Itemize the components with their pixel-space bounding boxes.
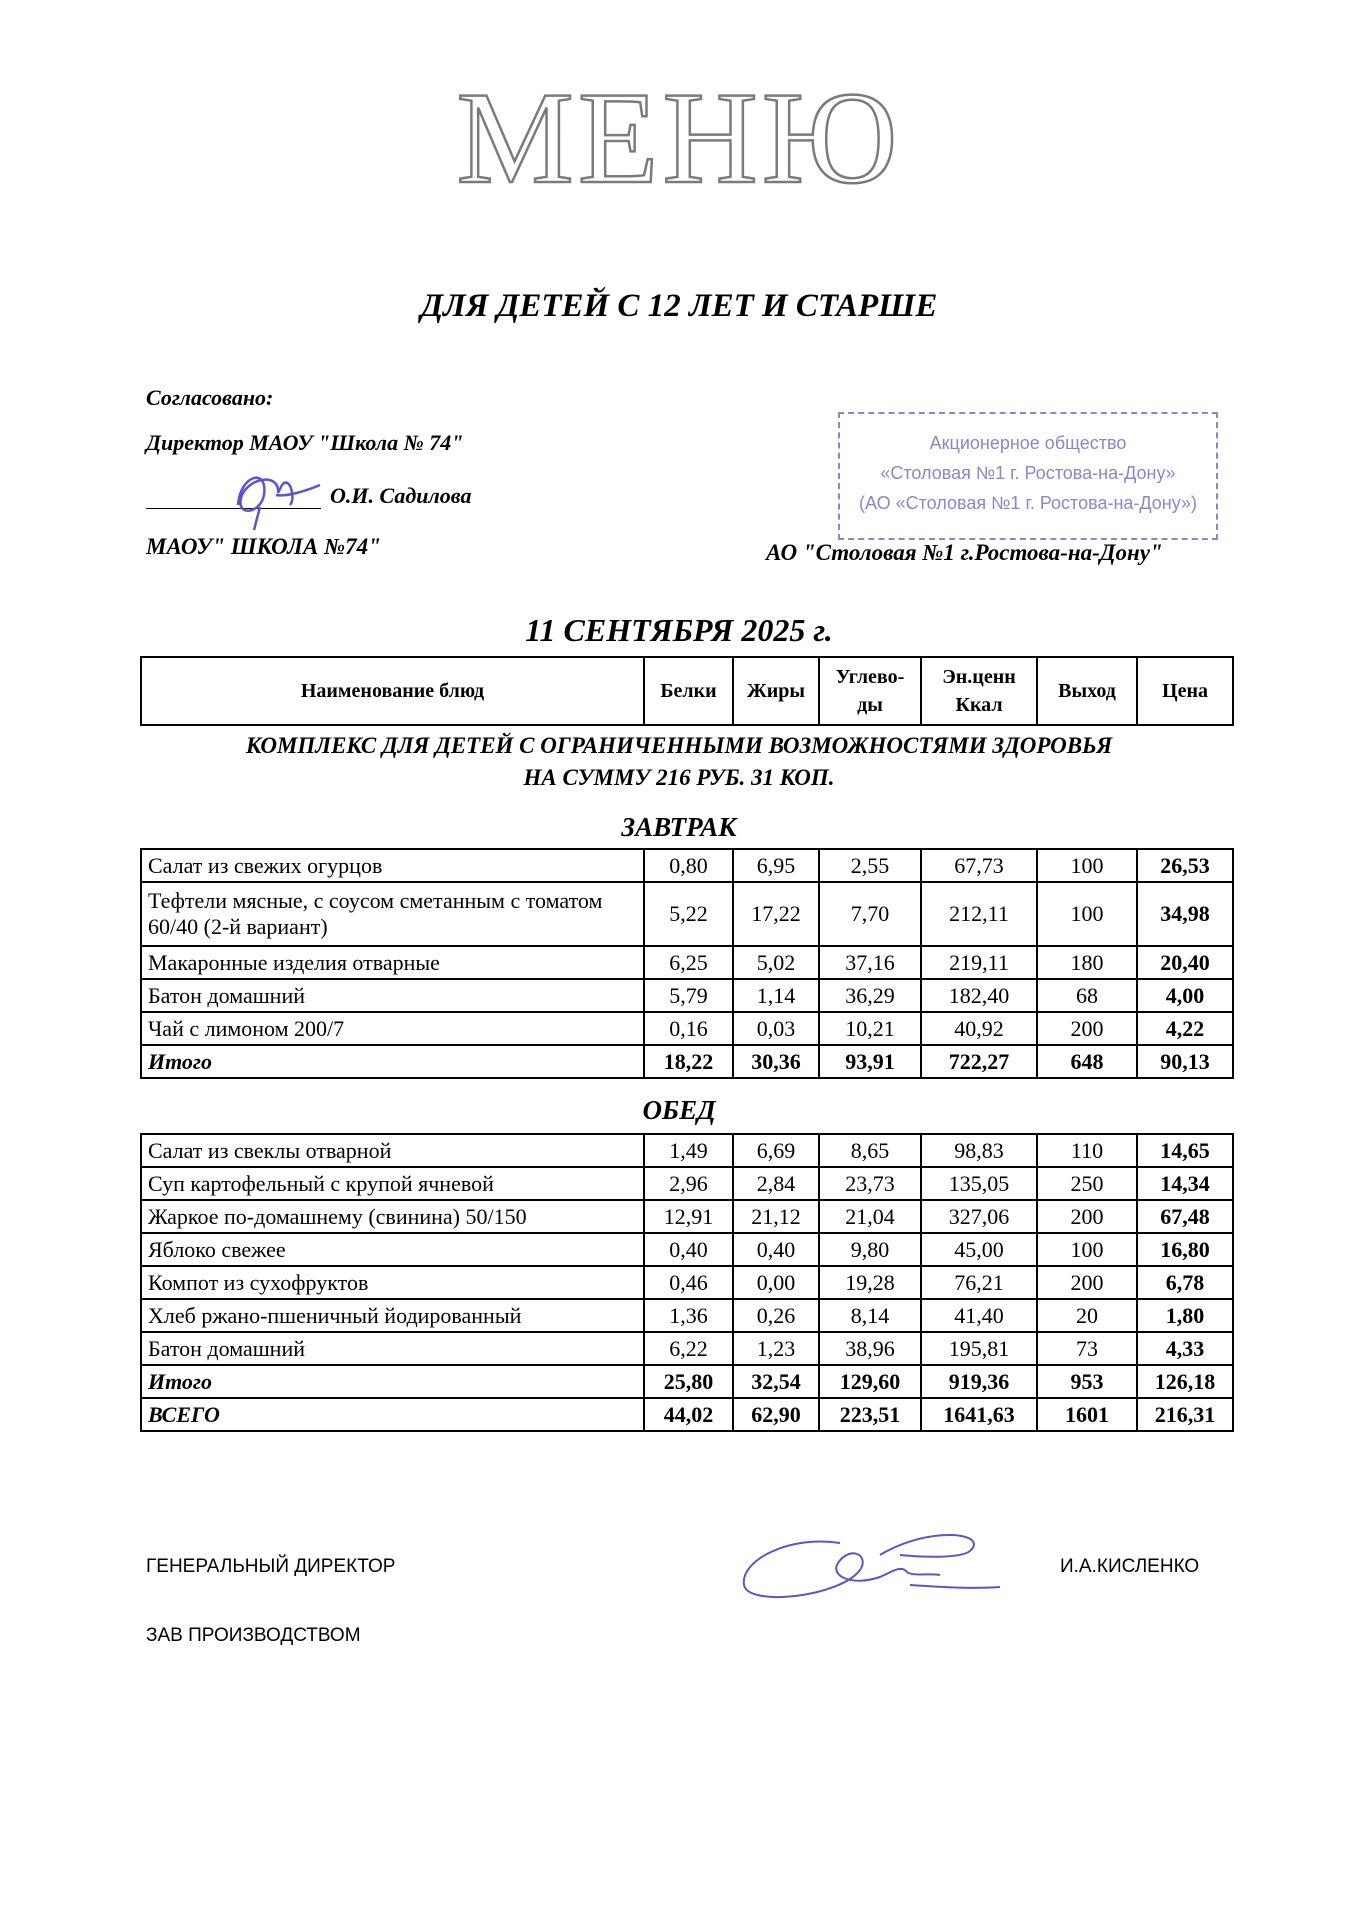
col-name: Наименование блюд xyxy=(141,657,644,725)
cell-name: Хлеб ржано-пшеничный йодированный xyxy=(141,1299,644,1332)
table-row xyxy=(141,946,1233,979)
stamp-line-2: «Столовая №1 г. Ростова-на-Дону» xyxy=(880,463,1176,483)
cell-yield: 1601 xyxy=(1037,1398,1137,1431)
menu-date: 11 СЕНТЯБРЯ 2025 г. xyxy=(525,612,833,648)
cell-fat: 62,90 xyxy=(733,1398,819,1431)
cell-price: 26,53 xyxy=(1137,849,1233,882)
cell-name: Итого xyxy=(141,1365,644,1398)
col-protein: Белки xyxy=(644,657,733,725)
cell-carbs: 8,65 xyxy=(819,1134,921,1167)
cell-name: Жаркое по-домашнему (свинина) 50/150 xyxy=(141,1200,644,1233)
cell-protein: 0,46 xyxy=(644,1266,733,1299)
general-director-label: ГЕНЕРАЛЬНЫЙ ДИРЕКТОР xyxy=(146,1556,396,1577)
cell-yield: 100 xyxy=(1037,882,1137,946)
total-row xyxy=(141,1045,1233,1078)
complex-line-2: НА СУММУ 216 РУБ. 31 КОП. xyxy=(523,765,835,790)
company-stamp xyxy=(838,412,1218,540)
table-row xyxy=(141,1266,1233,1299)
stamp-line-1: Акционерное общество xyxy=(929,433,1127,453)
cell-energy: 182,40 xyxy=(921,979,1037,1012)
cell-price: 14,65 xyxy=(1137,1134,1233,1167)
cell-carbs: 129,60 xyxy=(819,1365,921,1398)
cell-name: Салат из свеклы отварной xyxy=(141,1134,644,1167)
cell-yield: 73 xyxy=(1037,1332,1137,1365)
cell-carbs: 19,28 xyxy=(819,1266,921,1299)
col-energy: Эн.ценн Ккал xyxy=(921,657,1037,725)
cell-price: 1,80 xyxy=(1137,1299,1233,1332)
complex-caption xyxy=(0,730,1358,794)
cell-fat: 1,23 xyxy=(733,1332,819,1365)
cell-name: Макаронные изделия отварные xyxy=(141,946,644,979)
cell-price: 16,80 xyxy=(1137,1233,1233,1266)
table-row xyxy=(141,1012,1233,1045)
cell-fat: 0,26 xyxy=(733,1299,819,1332)
cell-price: 6,78 xyxy=(1137,1266,1233,1299)
cell-fat: 32,54 xyxy=(733,1365,819,1398)
total-row xyxy=(141,1365,1233,1398)
cell-yield: 100 xyxy=(1037,1233,1137,1266)
cell-energy: 40,92 xyxy=(921,1012,1037,1045)
cell-yield: 200 xyxy=(1037,1266,1137,1299)
cell-price: 4,00 xyxy=(1137,979,1233,1012)
page-title: МЕНЮ xyxy=(456,64,902,211)
cell-name: Тефтели мясные, с соусом сметанным с томатом 60/40 (2-й вариант) xyxy=(141,882,644,946)
cell-price: 4,22 xyxy=(1137,1012,1233,1045)
director-signature-icon xyxy=(220,455,330,535)
cell-price: 14,34 xyxy=(1137,1167,1233,1200)
cell-protein: 1,36 xyxy=(644,1299,733,1332)
cell-carbs: 10,21 xyxy=(819,1012,921,1045)
cell-name: Салат из свежих огурцов xyxy=(141,849,644,882)
breakfast-title: ЗАВТРАК xyxy=(621,812,737,842)
school-name: МАОУ" ШКОЛА №74" xyxy=(146,534,381,559)
cell-carbs: 93,91 xyxy=(819,1045,921,1078)
operator-name: АО "Столовая №1 г.Ростова-на-Дону" xyxy=(766,540,1163,565)
cell-name: Итого xyxy=(141,1045,644,1078)
cell-protein: 1,49 xyxy=(644,1134,733,1167)
cell-carbs: 23,73 xyxy=(819,1167,921,1200)
cell-energy: 45,00 xyxy=(921,1233,1037,1266)
cell-protein: 2,96 xyxy=(644,1167,733,1200)
cell-protein: 25,80 xyxy=(644,1365,733,1398)
cell-yield: 180 xyxy=(1037,946,1137,979)
cell-fat: 2,84 xyxy=(733,1167,819,1200)
general-director-signature-icon xyxy=(730,1515,1010,1610)
cell-fat: 0,00 xyxy=(733,1266,819,1299)
cell-carbs: 223,51 xyxy=(819,1398,921,1431)
cell-price: 216,31 xyxy=(1137,1398,1233,1431)
col-fat: Жиры xyxy=(733,657,819,725)
agreed-label: Согласовано: xyxy=(146,385,274,410)
table-row xyxy=(141,849,1233,882)
table-row xyxy=(141,1134,1233,1167)
cell-fat: 0,40 xyxy=(733,1233,819,1266)
cell-carbs: 37,16 xyxy=(819,946,921,979)
cell-carbs: 8,14 xyxy=(819,1299,921,1332)
cell-yield: 250 xyxy=(1037,1167,1137,1200)
cell-protein: 18,22 xyxy=(644,1045,733,1078)
cell-name: ВСЕГО xyxy=(141,1398,644,1431)
table-row xyxy=(141,1200,1233,1233)
stamp-line-3: (АО «Столовая №1 г. Ростова-на-Дону») xyxy=(859,493,1197,513)
cell-price: 34,98 xyxy=(1137,882,1233,946)
table-row xyxy=(141,979,1233,1012)
cell-energy: 327,06 xyxy=(921,1200,1037,1233)
cell-carbs: 7,70 xyxy=(819,882,921,946)
breakfast-table xyxy=(140,848,1234,1079)
cell-yield: 100 xyxy=(1037,849,1137,882)
cell-protein: 44,02 xyxy=(644,1398,733,1431)
cell-yield: 68 xyxy=(1037,979,1137,1012)
cell-energy: 67,73 xyxy=(921,849,1037,882)
cell-name: Компот из сухофруктов xyxy=(141,1266,644,1299)
cell-carbs: 21,04 xyxy=(819,1200,921,1233)
cell-yield: 200 xyxy=(1037,1012,1137,1045)
director-name: О.И. Садилова xyxy=(330,483,472,508)
cell-fat: 5,02 xyxy=(733,946,819,979)
cell-energy: 76,21 xyxy=(921,1266,1037,1299)
cell-price: 90,13 xyxy=(1137,1045,1233,1078)
cell-energy: 919,36 xyxy=(921,1365,1037,1398)
table-row xyxy=(141,1332,1233,1365)
cell-name: Батон домашний xyxy=(141,979,644,1012)
production-head-label: ЗАВ ПРОИЗВОДСТВОМ xyxy=(146,1625,361,1646)
cell-price: 4,33 xyxy=(1137,1332,1233,1365)
table-row xyxy=(141,1299,1233,1332)
cell-fat: 30,36 xyxy=(733,1045,819,1078)
cell-fat: 17,22 xyxy=(733,882,819,946)
menu-header-table xyxy=(140,656,1234,726)
cell-name: Чай с лимоном 200/7 xyxy=(141,1012,644,1045)
col-carbs: Углево-ды xyxy=(819,657,921,725)
cell-carbs: 38,96 xyxy=(819,1332,921,1365)
cell-name: Суп картофельный с крупой ячневой xyxy=(141,1167,644,1200)
lunch-table xyxy=(140,1133,1234,1432)
cell-energy: 219,11 xyxy=(921,946,1037,979)
cell-fat: 0,03 xyxy=(733,1012,819,1045)
cell-protein: 5,79 xyxy=(644,979,733,1012)
cell-energy: 1641,63 xyxy=(921,1398,1037,1431)
cell-fat: 1,14 xyxy=(733,979,819,1012)
general-director-name: И.А.КИСЛЕНКО xyxy=(1060,1556,1200,1577)
col-price: Цена xyxy=(1137,657,1233,725)
cell-fat: 6,69 xyxy=(733,1134,819,1167)
cell-energy: 212,11 xyxy=(921,882,1037,946)
cell-protein: 0,40 xyxy=(644,1233,733,1266)
cell-yield: 110 xyxy=(1037,1134,1137,1167)
table-row xyxy=(141,882,1233,946)
cell-yield: 953 xyxy=(1037,1365,1137,1398)
col-yield: Выход xyxy=(1037,657,1137,725)
page-subtitle: ДЛЯ ДЕТЕЙ С 12 ЛЕТ И СТАРШЕ xyxy=(420,288,938,324)
cell-protein: 12,91 xyxy=(644,1200,733,1233)
cell-price: 20,40 xyxy=(1137,946,1233,979)
total-row xyxy=(141,1398,1233,1431)
cell-protein: 0,16 xyxy=(644,1012,733,1045)
cell-carbs: 9,80 xyxy=(819,1233,921,1266)
cell-carbs: 36,29 xyxy=(819,979,921,1012)
table-row xyxy=(141,1233,1233,1266)
cell-energy: 98,83 xyxy=(921,1134,1037,1167)
cell-energy: 135,05 xyxy=(921,1167,1037,1200)
complex-line-1: КОМПЛЕКС ДЛЯ ДЕТЕЙ С ОГРАНИЧЕННЫМИ ВОЗМОЖНОСТЯМИ ЗДОРОВЬЯ xyxy=(245,733,1113,758)
cell-price: 126,18 xyxy=(1137,1365,1233,1398)
cell-fat: 21,12 xyxy=(733,1200,819,1233)
cell-energy: 41,40 xyxy=(921,1299,1037,1332)
cell-protein: 5,22 xyxy=(644,882,733,946)
cell-protein: 0,80 xyxy=(644,849,733,882)
director-line: Директор МАОУ "Школа № 74" xyxy=(146,430,464,455)
cell-energy: 722,27 xyxy=(921,1045,1037,1078)
cell-price: 67,48 xyxy=(1137,1200,1233,1233)
cell-yield: 20 xyxy=(1037,1299,1137,1332)
cell-energy: 195,81 xyxy=(921,1332,1037,1365)
cell-yield: 648 xyxy=(1037,1045,1137,1078)
cell-name: Батон домашний xyxy=(141,1332,644,1365)
cell-yield: 200 xyxy=(1037,1200,1137,1233)
lunch-title: ОБЕД xyxy=(642,1095,716,1125)
cell-protein: 6,25 xyxy=(644,946,733,979)
cell-fat: 6,95 xyxy=(733,849,819,882)
cell-carbs: 2,55 xyxy=(819,849,921,882)
cell-name: Яблоко свежее xyxy=(141,1233,644,1266)
cell-protein: 6,22 xyxy=(644,1332,733,1365)
table-row xyxy=(141,1167,1233,1200)
